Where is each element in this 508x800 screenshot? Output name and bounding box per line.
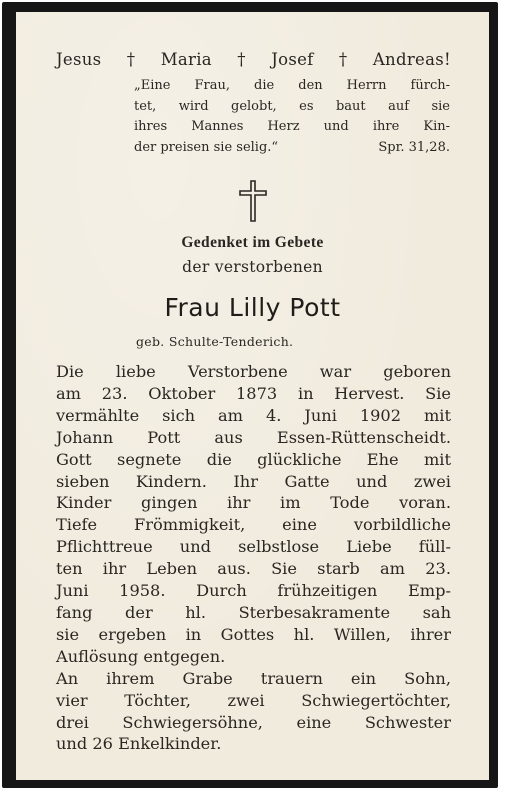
maiden-name: geb. Schulte-Tenderich.: [136, 334, 294, 349]
invocation-word: Josef: [271, 50, 314, 69]
invocation-word: Andreas!: [372, 50, 451, 69]
biography-line: vier Töchter, zwei Schwiegertöchter,: [56, 690, 451, 710]
biography-line: und 26 Enkelkinder.: [56, 734, 222, 754]
invocation-cross-glyph: †: [126, 50, 136, 69]
quote-reference: Spr. 31,28.: [378, 139, 450, 155]
quote-line: tet, wird gelobt, es baut auf sie: [134, 98, 450, 114]
invocation-cross-glyph: †: [237, 50, 246, 69]
quote-last-line: [134, 138, 450, 159]
memorial-card-border: [2, 2, 498, 788]
invocation-line: [56, 50, 451, 69]
biography-line: An ihrem Grabe trauern ein Sohn,: [56, 668, 451, 688]
biography-line: Tiefe Frömmigkeit, eine vorbildliche: [56, 515, 451, 535]
biography-line: vermählte sich am 4. Juni 1902 mit: [56, 405, 451, 425]
invocation-word: Jesus: [56, 50, 102, 69]
memorial-card-paper: [16, 12, 489, 780]
invocation-cross-glyph: †: [338, 50, 348, 69]
biography-line: Auflösung entgegen.: [56, 646, 226, 666]
biography-line: Die liebe Verstorbene war geboren: [56, 362, 451, 381]
biography-line: am 23. Oktober 1873 in Hervest. Sie: [56, 383, 451, 403]
biography-line: sieben Kindern. Ihr Gatte und zwei: [56, 471, 451, 491]
deceased-name: Frau Lilly Pott: [164, 293, 341, 322]
biography-line: Pflichttreue und selbstlose Liebe füll-: [56, 537, 451, 557]
quote-line: der preisen sie selig.“: [134, 139, 279, 155]
prayer-subheading: der verstorbenen: [182, 258, 323, 276]
quote-line: „Eine Frau, die den Herrn fürch-: [134, 78, 450, 93]
quote-line: ihres Mannes Herz und ihre Kin-: [134, 119, 450, 134]
biography-line: sie ergeben in Gottes hl. Willen, ihrer: [56, 624, 451, 644]
biography-line: Gott segnete die glückliche Ehe mit: [56, 449, 451, 469]
latin-cross-icon: [237, 179, 269, 223]
biography-line: drei Schwiegersöhne, eine Schwester: [56, 712, 451, 732]
prayer-heading: Gedenket im Gebete: [181, 234, 324, 251]
invocation-word: Maria: [160, 50, 212, 69]
biography-line: Kinder gingen ihr im Tode voran.: [56, 493, 451, 513]
bible-quote: [134, 76, 450, 158]
biography-line: ten ihr Leben aus. Sie starb am 23.: [56, 559, 451, 579]
biography-line: Johann Pott aus Essen-Rüttenscheidt.: [56, 427, 451, 447]
biography-line: fang der hl. Sterbesakramente sah: [56, 602, 451, 622]
biography-text: [56, 361, 451, 755]
biography-line: Juni 1958. Durch frühzeitigen Emp-: [56, 581, 451, 601]
